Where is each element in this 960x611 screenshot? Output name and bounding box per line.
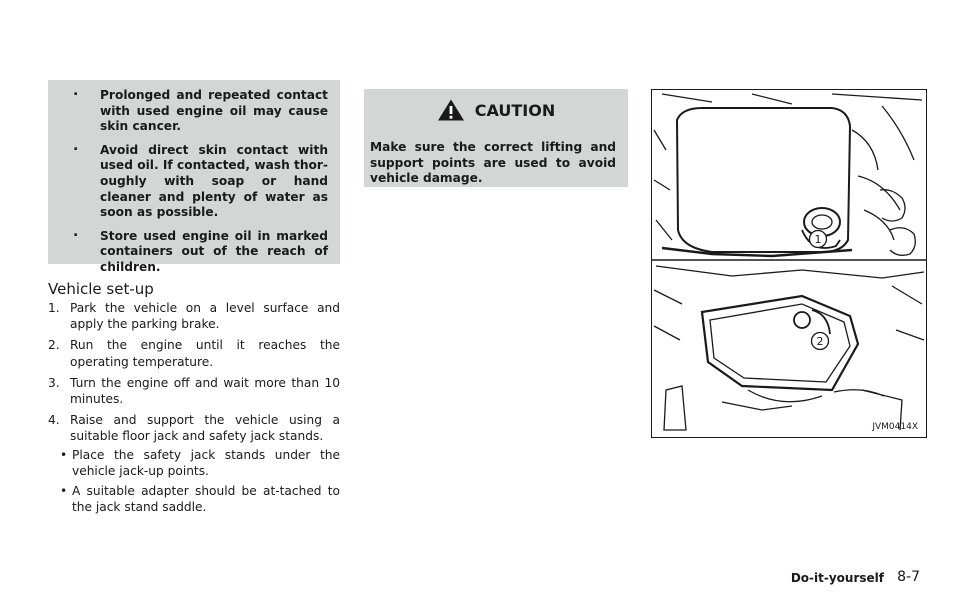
caution-title: CAUTION — [474, 100, 556, 120]
bullet-icon: • — [60, 447, 68, 462]
warning-item: . Prolonged and repeated contact with used engine oil may cause skin cancer. — [64, 88, 328, 135]
substep-item — [60, 483, 340, 515]
callout-2: 2 — [816, 335, 824, 348]
substep-item — [60, 447, 340, 479]
step-item — [48, 337, 340, 369]
page-number: 8-7 — [897, 569, 920, 585]
engine-oil-figure — [651, 89, 927, 438]
warning-item: . Store used engine oil in marked containers out of the reach of children. — [64, 229, 328, 276]
figure-code: JVM0414X — [872, 422, 918, 432]
caution-box — [364, 89, 628, 187]
step-number: 2. — [48, 338, 60, 353]
callout-1: 1 — [814, 233, 822, 246]
step-item — [48, 375, 340, 407]
step-item — [48, 412, 340, 515]
caution-header — [364, 98, 628, 122]
step-number: 3. — [48, 375, 60, 390]
step-text: Park the vehicle on a level surface and apply the parking brake. — [70, 301, 340, 332]
caution-text: Make sure the correct lifting and support points are used to avoid vehicle damage. — [370, 140, 616, 186]
warning-triangle-icon — [437, 98, 465, 122]
step-number: 4. — [48, 413, 60, 428]
step-text: Turn the engine off and wait more than 10 minutes. — [70, 375, 340, 407]
substep-text: A suitable adapter should be at-tached to the jack stand saddle. — [72, 484, 340, 515]
step-number: 1. — [48, 301, 60, 315]
step-item — [48, 300, 340, 332]
step-text: Raise and support the vehicle using a suitable floor jack and safety jack stands. — [70, 413, 340, 444]
warning-item: . Avoid direct skin contact with used oil. If contacted, wash thor-oughly with soap or hand cleaner and plenty of water as soon as possible. — [64, 143, 328, 221]
footer-section-title: Do-it-yourself — [790, 571, 884, 585]
bullet-icon: • — [60, 484, 68, 499]
step-text: Run the engine until it reaches the operating temperature. — [70, 338, 340, 369]
section-heading: Vehicle set-up — [48, 280, 154, 298]
engine-illustration — [652, 90, 926, 437]
warning-box — [48, 80, 340, 274]
substep-text: Place the safety jack stands under the vehicle jack-up points. — [72, 447, 340, 478]
steps-list — [48, 300, 340, 520]
warning-list — [48, 80, 340, 276]
